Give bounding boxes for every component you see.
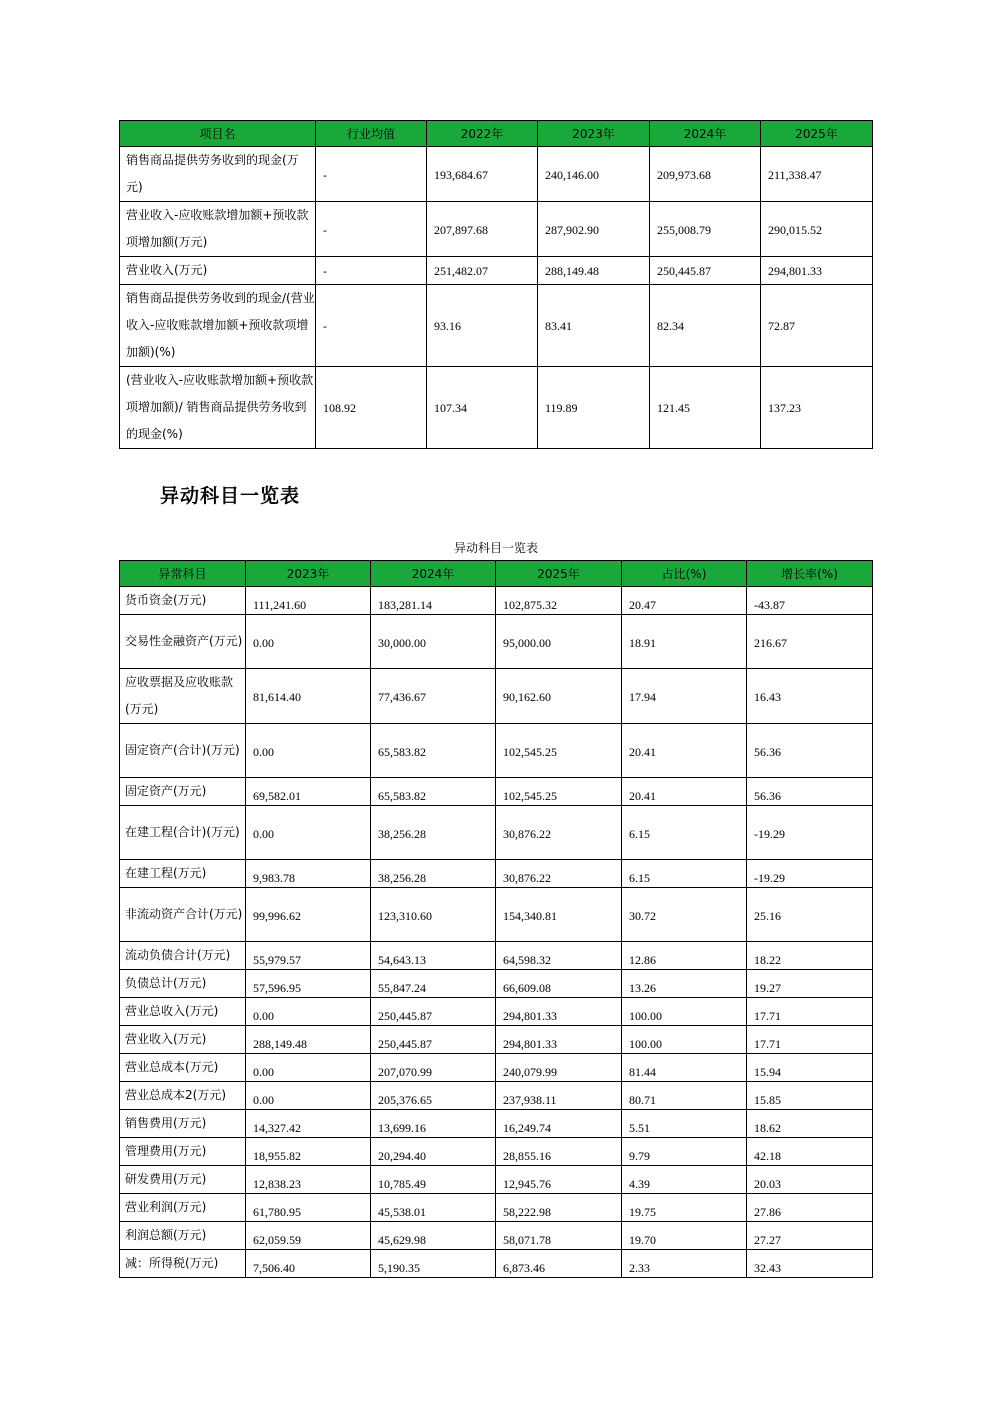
table-cell: 30,876.22 — [496, 860, 622, 888]
table-row — [120, 202, 873, 257]
table-cell: 13,699.16 — [371, 1110, 496, 1138]
table-cell: 251,482.07 — [427, 257, 538, 285]
table-cell: 12,945.76 — [496, 1166, 622, 1194]
table-cell: 20.41 — [622, 778, 747, 806]
table-cell: 102,875.32 — [496, 587, 622, 615]
table-cell: 19.27 — [747, 970, 873, 998]
column-header: 异常科目 — [120, 561, 246, 587]
table-cell: 6.15 — [622, 860, 747, 888]
table-cell: 12,838.23 — [246, 1166, 371, 1194]
row-label: 营业总成本(万元) — [120, 1054, 246, 1082]
table-cell: 13.26 — [622, 970, 747, 998]
table-cell: 19.75 — [622, 1194, 747, 1222]
table-row — [120, 970, 873, 998]
table-cell: 65,583.82 — [371, 724, 496, 778]
table-cell: 38,256.28 — [371, 806, 496, 860]
row-label: 营业总收入(万元) — [120, 998, 246, 1026]
table-cell: 7,506.40 — [246, 1250, 371, 1278]
table-cell: 99,996.62 — [246, 888, 371, 942]
table-cell: 294,801.33 — [496, 998, 622, 1026]
table-row — [120, 1082, 873, 1110]
table-cell: 119.89 — [538, 367, 650, 449]
table-row — [120, 778, 873, 806]
table-cell: 65,583.82 — [371, 778, 496, 806]
table-cell: 42.18 — [747, 1138, 873, 1166]
table-cell: 19.70 — [622, 1222, 747, 1250]
table-cell: 216.67 — [747, 615, 873, 669]
table-cell: 20.47 — [622, 587, 747, 615]
table-cell: 58,071.78 — [496, 1222, 622, 1250]
table-cell: 16,249.74 — [496, 1110, 622, 1138]
table-row — [120, 724, 873, 778]
table-row — [120, 257, 873, 285]
table-cell: 240,079.99 — [496, 1054, 622, 1082]
table-cell: 61,780.95 — [246, 1194, 371, 1222]
table-cell: 6,873.46 — [496, 1250, 622, 1278]
table-cell: 20,294.40 — [371, 1138, 496, 1166]
row-label: 管理费用(万元) — [120, 1138, 246, 1166]
table-cell: 64,598.32 — [496, 942, 622, 970]
table-cell: 211,338.47 — [761, 147, 873, 202]
table-row — [120, 806, 873, 860]
table-cell: 14,327.42 — [246, 1110, 371, 1138]
table-row — [120, 1250, 873, 1278]
table-cell: 90,162.60 — [496, 669, 622, 724]
table-cell: 102,545.25 — [496, 778, 622, 806]
table-cell: 15.94 — [747, 1054, 873, 1082]
row-label: 货币资金(万元) — [120, 587, 246, 615]
table-cell: 121.45 — [650, 367, 761, 449]
row-label: 销售商品提供劳务收到的现金/(营业收入-应收账款增加额+预收款项增加额)(%) — [120, 285, 316, 367]
table-cell: 45,629.98 — [371, 1222, 496, 1250]
table-cell: 18.91 — [622, 615, 747, 669]
anomaly-items-table — [119, 560, 873, 1278]
table-header-row — [120, 121, 873, 147]
column-header: 行业均值 — [316, 121, 427, 147]
table-cell: 38,256.28 — [371, 860, 496, 888]
table-row — [120, 285, 873, 367]
table-cell: 95,000.00 — [496, 615, 622, 669]
table-row — [120, 1194, 873, 1222]
table-row — [120, 147, 873, 202]
table-cell: 0.00 — [246, 998, 371, 1026]
table-cell: 77,436.67 — [371, 669, 496, 724]
table-cell: 30,000.00 — [371, 615, 496, 669]
table-cell: 4.39 — [622, 1166, 747, 1194]
table-cell: 30,876.22 — [496, 806, 622, 860]
table-cell: 27.27 — [747, 1222, 873, 1250]
table-cell: 255,008.79 — [650, 202, 761, 257]
table-cell: 209,973.68 — [650, 147, 761, 202]
table-cell: 66,609.08 — [496, 970, 622, 998]
table-cell: 10,785.49 — [371, 1166, 496, 1194]
row-label: (营业收入-应收账款增加额+预收款项增加额)/ 销售商品提供劳务收到的现金(%) — [120, 367, 316, 449]
table-cell: 18,955.82 — [246, 1138, 371, 1166]
table-cell: 183,281.14 — [371, 587, 496, 615]
table-cell: 294,801.33 — [761, 257, 873, 285]
table-cell: 193,684.67 — [427, 147, 538, 202]
row-label: 应收票据及应收账款(万元) — [120, 669, 246, 724]
table-body — [120, 587, 873, 1278]
row-label: 销售商品提供劳务收到的现金(万元) — [120, 147, 316, 202]
table-cell: 28,855.16 — [496, 1138, 622, 1166]
table-cell: 2.33 — [622, 1250, 747, 1278]
table-row — [120, 942, 873, 970]
table-cell: 80.71 — [622, 1082, 747, 1110]
table-cell: 54,643.13 — [371, 942, 496, 970]
table-cell: 45,538.01 — [371, 1194, 496, 1222]
table-cell: 27.86 — [747, 1194, 873, 1222]
table-row — [120, 1166, 873, 1194]
table-cell: 58,222.98 — [496, 1194, 622, 1222]
table-cell: 205,376.65 — [371, 1082, 496, 1110]
table-cell: 237,938.11 — [496, 1082, 622, 1110]
table-cell: 55,847.24 — [371, 970, 496, 998]
row-label: 负债总计(万元) — [120, 970, 246, 998]
table-cell: 12.86 — [622, 942, 747, 970]
table-cell: 294,801.33 — [496, 1026, 622, 1054]
table-cell: 250,445.87 — [371, 998, 496, 1026]
table-cell: 0.00 — [246, 615, 371, 669]
row-label: 减：所得税(万元) — [120, 1250, 246, 1278]
row-label: 交易性金融资产(万元) — [120, 615, 246, 669]
table-cell: 111,241.60 — [246, 587, 371, 615]
table-cell: 107.34 — [427, 367, 538, 449]
row-label: 研发费用(万元) — [120, 1166, 246, 1194]
table-cell: 56.36 — [747, 724, 873, 778]
row-label: 营业收入(万元) — [120, 257, 316, 285]
row-label: 在建工程(合计)(万元) — [120, 806, 246, 860]
table-row — [120, 615, 873, 669]
column-header: 项目名 — [120, 121, 316, 147]
row-label: 利润总额(万元) — [120, 1222, 246, 1250]
table-cell: 0.00 — [246, 1082, 371, 1110]
table-cell: -19.29 — [747, 806, 873, 860]
column-header: 2025年 — [761, 121, 873, 147]
table-row — [120, 860, 873, 888]
table-cell: 100.00 — [622, 1026, 747, 1054]
table-cell: 83.41 — [538, 285, 650, 367]
table-cell: 20.41 — [622, 724, 747, 778]
table-cell: 207,070.99 — [371, 1054, 496, 1082]
row-label: 营业利润(万元) — [120, 1194, 246, 1222]
table-cell: 18.62 — [747, 1110, 873, 1138]
column-header: 2025年 — [496, 561, 622, 587]
table-row — [120, 1026, 873, 1054]
table-cell: 0.00 — [246, 806, 371, 860]
table-cell: 82.34 — [650, 285, 761, 367]
table-cell: 16.43 — [747, 669, 873, 724]
table-row — [120, 1054, 873, 1082]
column-header: 2022年 — [427, 121, 538, 147]
table-cell: 18.22 — [747, 942, 873, 970]
table-cell: 81.44 — [622, 1054, 747, 1082]
table-cell: 72.87 — [761, 285, 873, 367]
table-cell: 32.43 — [747, 1250, 873, 1278]
table-cell: 287,902.90 — [538, 202, 650, 257]
cash-ratio-table — [119, 120, 873, 449]
table-cell: 0.00 — [246, 724, 371, 778]
table-cell: - — [316, 202, 427, 257]
column-header: 2023年 — [246, 561, 371, 587]
column-header: 2024年 — [371, 561, 496, 587]
table-cell: 6.15 — [622, 806, 747, 860]
table-row — [120, 587, 873, 615]
table-cell: 288,149.48 — [246, 1026, 371, 1054]
row-label: 营业收入(万元) — [120, 1026, 246, 1054]
table-cell: 207,897.68 — [427, 202, 538, 257]
table-cell: 137.23 — [761, 367, 873, 449]
table-cell: 55,979.57 — [246, 942, 371, 970]
table-cell: 25.16 — [747, 888, 873, 942]
column-header: 2023年 — [538, 121, 650, 147]
table-cell: -19.29 — [747, 860, 873, 888]
row-label: 营业收入-应收账款增加额+预收款项增加额(万元) — [120, 202, 316, 257]
table-cell: 57,596.95 — [246, 970, 371, 998]
column-header: 占比(%) — [622, 561, 747, 587]
table-cell: 17.71 — [747, 1026, 873, 1054]
table-row — [120, 367, 873, 449]
table-cell: - — [316, 285, 427, 367]
table-cell: 62,059.59 — [246, 1222, 371, 1250]
table-cell: 102,545.25 — [496, 724, 622, 778]
table-cell: 5,190.35 — [371, 1250, 496, 1278]
table-cell: 20.03 — [747, 1166, 873, 1194]
table-cell: 56.36 — [747, 778, 873, 806]
table-cell: 17.71 — [747, 998, 873, 1026]
row-label: 营业总成本2(万元) — [120, 1082, 246, 1110]
table-cell: 15.85 — [747, 1082, 873, 1110]
row-label: 流动负债合计(万元) — [120, 942, 246, 970]
table-cell: 81,614.40 — [246, 669, 371, 724]
column-header: 增长率(%) — [747, 561, 873, 587]
section-heading: 异动科目一览表 — [160, 485, 301, 507]
table-cell: 290,015.52 — [761, 202, 873, 257]
row-label: 固定资产(万元) — [120, 778, 246, 806]
table-cell: 0.00 — [246, 1054, 371, 1082]
table-cell: 240,146.00 — [538, 147, 650, 202]
table-header-row — [120, 561, 873, 587]
table-cell: 69,582.01 — [246, 778, 371, 806]
table-cell: 93.16 — [427, 285, 538, 367]
table-row — [120, 1222, 873, 1250]
table-cell: 100.00 — [622, 998, 747, 1026]
table-cell: 154,340.81 — [496, 888, 622, 942]
table-cell: 123,310.60 — [371, 888, 496, 942]
table-cell: - — [316, 147, 427, 202]
table-caption: 异动科目一览表 — [453, 541, 538, 555]
table-cell: 5.51 — [622, 1110, 747, 1138]
row-label: 非流动资产合计(万元) — [120, 888, 246, 942]
table-cell: - — [316, 257, 427, 285]
table-cell: 108.92 — [316, 367, 427, 449]
table-cell: 9.79 — [622, 1138, 747, 1166]
table-cell: 9,983.78 — [246, 860, 371, 888]
table-cell: 17.94 — [622, 669, 747, 724]
table-row — [120, 669, 873, 724]
column-header: 2024年 — [650, 121, 761, 147]
table-cell: -43.87 — [747, 587, 873, 615]
table-row — [120, 1138, 873, 1166]
table-row — [120, 888, 873, 942]
table-cell: 250,445.87 — [371, 1026, 496, 1054]
row-label: 固定资产(合计)(万元) — [120, 724, 246, 778]
table-cell: 30.72 — [622, 888, 747, 942]
table-cell: 250,445.87 — [650, 257, 761, 285]
table-row — [120, 1110, 873, 1138]
row-label: 在建工程(万元) — [120, 860, 246, 888]
table-row — [120, 998, 873, 1026]
table-cell: 288,149.48 — [538, 257, 650, 285]
row-label: 销售费用(万元) — [120, 1110, 246, 1138]
